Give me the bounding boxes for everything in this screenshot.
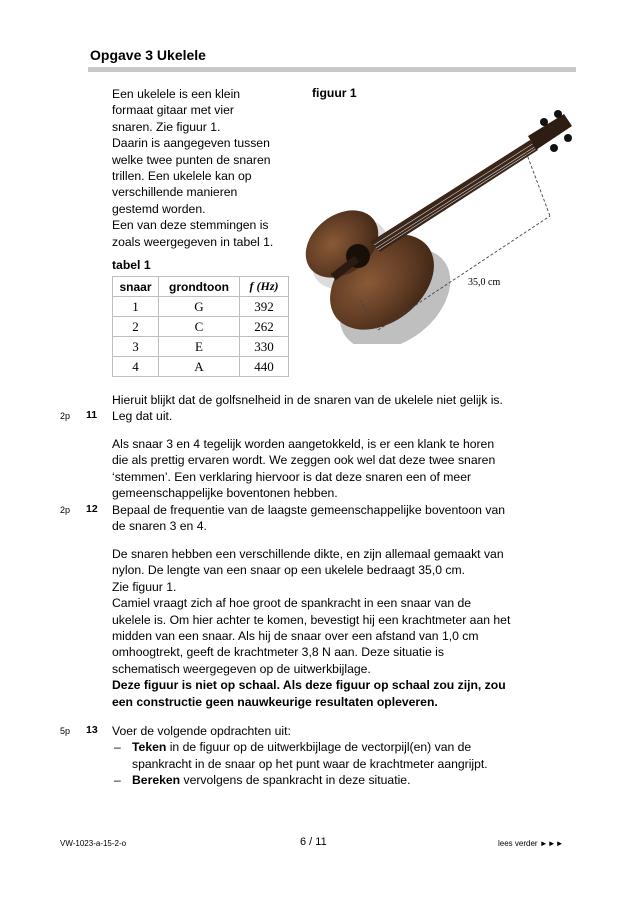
table-cell: E xyxy=(159,337,240,357)
intro-line: snaren. Zie figuur 1. xyxy=(112,119,221,134)
dash-bullet: – xyxy=(114,740,121,755)
q13-intro-line: schematisch weergegeven op de uitwerkbijlage. xyxy=(112,661,371,676)
table-row xyxy=(113,357,289,377)
q13-task-verb: Bereken xyxy=(132,773,181,788)
q11-intro: Hieruit blijkt dat de golfsnelheid in de snaren van de ukelele niet gelijk is. xyxy=(112,393,503,407)
q12-intro-line: die als prettig ervaren wordt. We zeggen ook wel dat deze twee snaren xyxy=(112,453,496,468)
q12-intro-line: gemeenschappelijke boventonen hebben. xyxy=(112,486,338,501)
q13-task-verb: Teken xyxy=(132,740,167,755)
tuning-table xyxy=(112,276,289,377)
intro-line: zoals weergegeven in tabel 1. xyxy=(112,234,274,249)
table-row xyxy=(113,317,289,337)
page-number: 6 / 11 xyxy=(300,836,327,848)
intro-line: trillen. Een ukelele kan op xyxy=(112,169,252,184)
q12-number: 12 xyxy=(86,503,98,515)
table-header-row xyxy=(113,277,289,297)
q13-intro xyxy=(112,546,557,710)
table-cell: G xyxy=(159,297,240,317)
q13-question xyxy=(112,723,557,789)
q13-intro-line: ukelele is. Om hier achter te komen, bevestigt hij een krachtmeter aan het xyxy=(112,612,511,627)
table-cell: 262 xyxy=(240,317,289,337)
q12-question xyxy=(112,502,557,535)
intro-line: formaat gitaar met vier xyxy=(112,103,234,118)
q12-question-line: de snaren 3 en 4. xyxy=(112,519,207,534)
q12-intro-line: ‘stemmen’. Een verklaring hiervoor is dat deze snaren een of meer xyxy=(112,469,472,484)
table-cell: 1 xyxy=(113,297,159,317)
q11-question: Leg dat uit. xyxy=(112,409,173,423)
table-header: f (Hz) xyxy=(240,277,289,297)
table-label: tabel 1 xyxy=(112,258,151,272)
q13-number: 13 xyxy=(86,724,98,736)
q13-intro-line: nylon. De lengte van een snaar op een ukelele bedraagt 35,0 cm. xyxy=(112,563,466,578)
intro-line: Een van deze stemmingen is xyxy=(112,218,269,233)
q13-intro-line: omhoogtrekt, geeft de krachtmeter 3,8 N aan. Deze situatie is xyxy=(112,645,444,660)
q13-task-text: vervolgens de spankracht in deze situatie. xyxy=(180,773,411,788)
q13-task-text: spankracht in de snaar op het punt waar de krachtmeter aangrijpt. xyxy=(132,756,488,771)
q12-intro xyxy=(112,436,557,502)
q13-intro-line: Camiel vraagt zich af hoe groot de spankracht in een snaar van de xyxy=(112,596,472,611)
ukulele-figure xyxy=(300,104,590,344)
q11-points: 2p xyxy=(60,411,71,421)
q13-task-item xyxy=(112,772,557,788)
table-header: grondtoon xyxy=(159,277,240,297)
q13-question-text: Voer de volgende opdrachten uit: xyxy=(112,724,291,738)
q12-intro-line: Als snaar 3 en 4 tegelijk worden aangetokkeld, is er een klank te horen xyxy=(112,437,495,451)
q13-intro-line: Zie figuur 1. xyxy=(112,579,177,594)
dimension-label: 35,0 cm xyxy=(468,277,501,288)
table-cell: 330 xyxy=(240,337,289,357)
intro-line: gestemd worden. xyxy=(112,201,206,216)
next-page-link[interactable]: lees verder ►►► xyxy=(498,839,564,848)
intro-line: welke twee punten de snaren xyxy=(112,152,271,167)
q13-points: 5p xyxy=(60,726,71,736)
dash-bullet: – xyxy=(114,773,121,788)
intro-line: verschillende manieren xyxy=(112,185,238,200)
intro-text xyxy=(112,86,302,250)
table-row xyxy=(113,337,289,357)
intro-line: Daarin is aangegeven tussen xyxy=(112,136,270,151)
table-header: snaar xyxy=(113,277,159,297)
table-cell: 392 xyxy=(240,297,289,317)
q13-intro-line: midden van een snaar. Als hij de snaar over een afstand van 1,0 cm xyxy=(112,629,479,644)
table-cell: 440 xyxy=(240,357,289,377)
title-rule xyxy=(88,67,576,72)
footer-code: VW-1023-a-15-2-o xyxy=(60,839,127,848)
q11-number: 11 xyxy=(86,409,98,421)
table-cell: 4 xyxy=(113,357,159,377)
table-cell: C xyxy=(159,317,240,337)
table-row xyxy=(113,297,289,317)
q13-task-list xyxy=(112,739,557,788)
q13-intro-line: De snaren hebben een verschillende dikte, en zijn allemaal gemaakt van xyxy=(112,547,504,561)
q13-task-item xyxy=(112,739,557,772)
figure-label: figuur 1 xyxy=(312,86,357,100)
table-cell: 3 xyxy=(113,337,159,357)
q13-note-line: Deze figuur is niet op schaal. Als deze figuur op schaal zou zijn, zou xyxy=(112,678,506,693)
q12-points: 2p xyxy=(60,505,71,515)
ukulele-head xyxy=(528,110,572,152)
intro-line: Een ukelele is een klein xyxy=(112,87,241,101)
q13-note-line: een constructie geen nauwkeurige resultaten opleveren. xyxy=(112,694,438,709)
table-cell: A xyxy=(159,357,240,377)
exercise-title: Opgave 3 Ukelele xyxy=(90,47,206,63)
table-cell: 2 xyxy=(113,317,159,337)
q12-question-line: Bepaal de frequentie van de laagste gemeenschappelijke boventoon van xyxy=(112,503,505,517)
q13-task-text: in de figuur op de uitwerkbijlage de vectorpijl(en) van de xyxy=(166,740,472,755)
ukulele-neck xyxy=(370,140,538,252)
